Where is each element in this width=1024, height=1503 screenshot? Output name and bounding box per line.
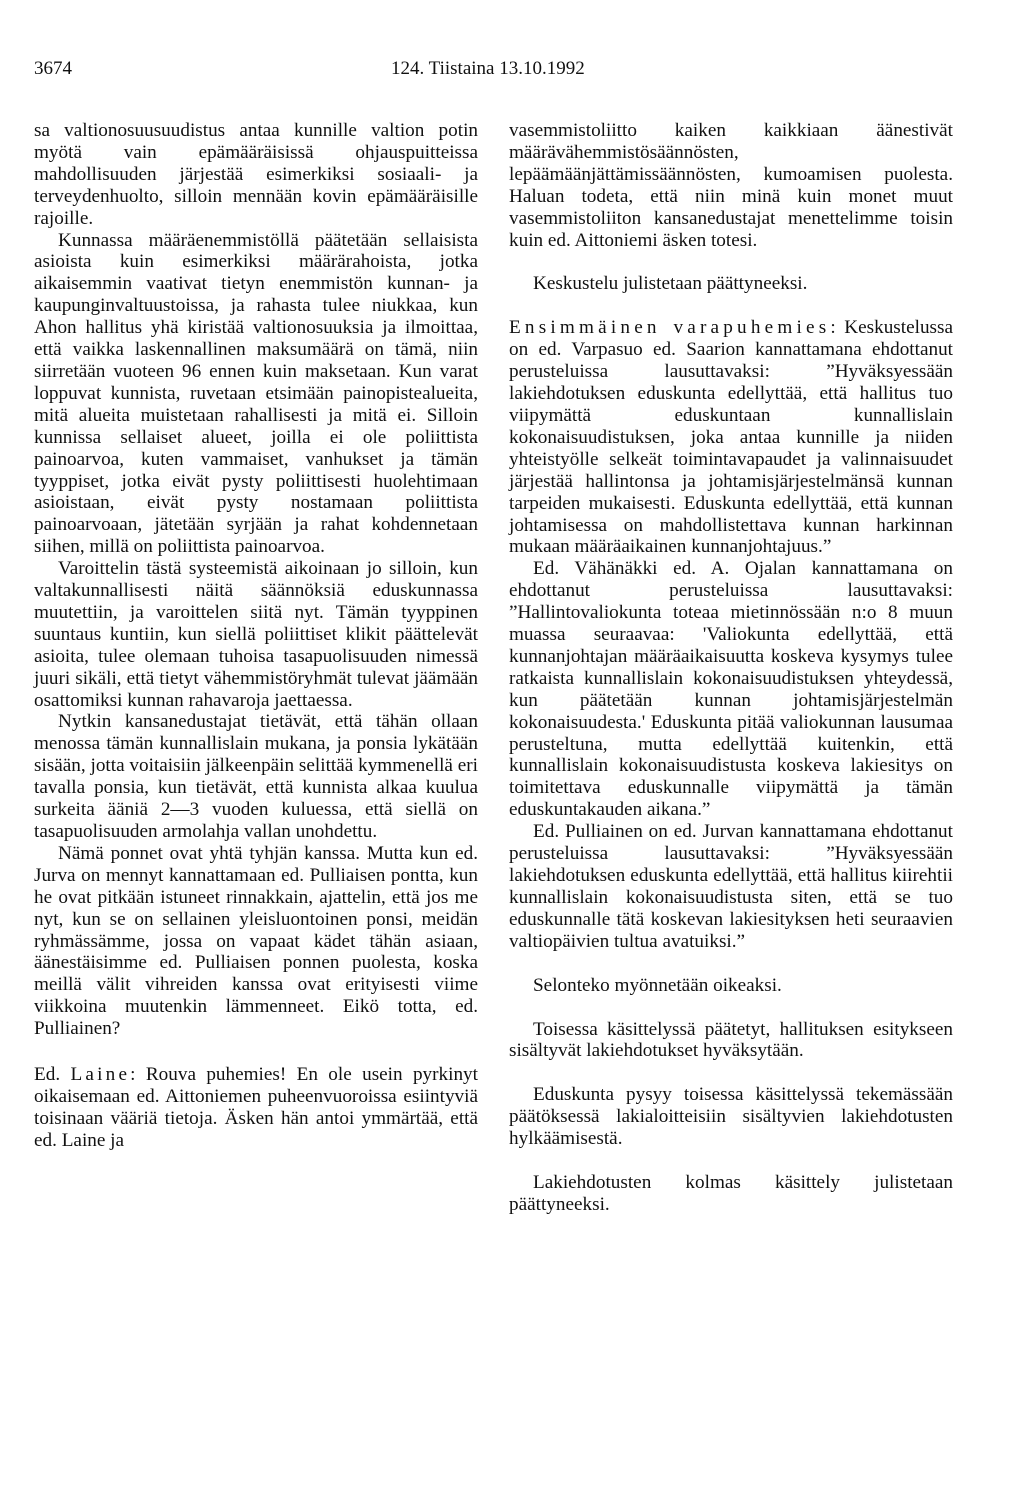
decision: Eduskunta pysyy toisessa käsittelyssä tekemässään päätöksessä lakialoitteisiin sisältyvien lakiehdotusten hylkäämisestä. xyxy=(509,1084,953,1150)
paragraph: Varoittelin tästä systeemistä aikoinaan jo silloin, kun valtakunnallisesti näitä säännöksiä eduskunnassa muutettiin, ja varoittelen siitä nyt. Tämän tyyppinen suuntaus kuntiin, kun siellä poliittiset klikit päättelevät asioita, tulee olemaan tuhoisa tasapuolisuuden nimessä juuri sikäli, että tietyt vähemmistöryhmät tulevat jäämään osattomiksi kunnan rahavaroja jaettaessa. xyxy=(34,558,478,711)
page-header xyxy=(34,58,990,88)
decision: Lakiehdotusten kolmas käsittely julistetaan päättyneeksi. xyxy=(509,1172,953,1215)
paragraph: Ed. Vähänäkki ed. A. Ojalan kannattamana on ehdottanut perusteluissa lausuttavaksi: ”Hallintovaliokunta toteaa mietinnössään n:o 8 muun muassa seuraavaa: 'Valiokunta edellyttää, että kunnanjohtajan määräaikaisuutta koskeva kysymys tulee ratkaista kunnallislain kokonaisuudistuksen yhteydessä, kun päätetään kunnan johtamisjärjestelmän kokonaisuudesta.' Eduskunta pitää valiokunnan lausumaa perusteltuna, mutta edellyttää kuitenkin, että kunnallislain kokonaisuudistusta koskeva lakiesitys on toimitettava eduskunnalle viipymättä ja tämän eduskuntakauden aikana.” xyxy=(509,558,953,821)
decision: Toisessa käsittelyssä päätetyt, hallituksen esitykseen sisältyvät lakiehdotukset hyväksytään. xyxy=(509,1018,953,1062)
announcement: Keskustelu julistetaan päättyneeksi. xyxy=(533,273,808,295)
speaker-title: Ensimmäinen varapuhemies xyxy=(509,317,831,339)
speech-text: : Rouva puhemies! En ole usein pyrkinyt oikaisemaan ed. Aittoniemen puheenvuoroissa esiintyviä toisinaan vääriä tietoja. Äsken hän antoi ymmärtää, että ed. Laine ja xyxy=(34,1064,478,1151)
paragraph: vasemmistoliitto kaiken kaikkiaan äänestivät määrävähemmistösäännösten, lepäämäänjättämissäännösten, kumoamisen puolesta. Haluan todeta, että niin minä kuin monet muut vasemmistoliiton kansanedustajat menettelimme toisin kuin ed. Aittoniemi äsken totesi. xyxy=(509,120,953,251)
page-number: 3674 xyxy=(34,58,72,79)
paragraph: Nämä ponnet ovat yhtä tyhjän kanssa. Mutta kun ed. Jurva on mennyt kannattamaan ed. Pulliaisen pontta, kun he ovat pitkään istuneet rinnakkain, ajattelin, että jos me nyt, kun se on sellainen yleisluontoinen ponsi, meidän ryhmässämme, jossa on vapaat kädet tähän asiaan, äänestäisimme ed. Pulliaisen ponnen puolesta, koska meillä välit vihreiden kanssa ovat erityisesti viime viikkoina muutenkin lämmenneet. Eikö totta, ed. Pulliainen? xyxy=(34,842,478,1040)
speech-laine xyxy=(34,1064,478,1152)
paragraph: Kunnassa määräenemmistöllä päätetään sellaisista asioista kuin esimerkiksi määrärahoista, jotka aikaisemmin vaativat tietyn enemmistön kunnan- ja kaupunginvaltuustoissa, ja rahasta tulee niukkaa, kun Ahon hallitus yhä kiristää valtionosuuksia ja ilmoittaa, että vaikka laskennallinen maksumäärä on tämä, niin siirretään vuoteen 96 ennen kuin maksetaan. Kun varat loppuvat kunnista, ruvetaan etsimään painopistealueita, mitä alueita muistetaan rahallisesti ja mitä ei. Silloin kunnissa sellaiset alueet, joilla ei ole poliittista painoarvoa, kuten vammaiset, vanhukset ja tämän tyyppiset, jotka eivät pysty poliittisesti huolehtimaan asioistaan, eivät pysty nostamaan poliittista painoarvoaan, jätetään syrjään ja rahat kohdennetaan siihen, millä on poliittista painoarvoa. xyxy=(34,229,478,558)
speech-text: Keskustelussa on ed. Varpasuo ed. Saarion kannattamana ehdottanut perusteluissa lausuttavaksi: ”Hyväksyessään lakiehdotuksen eduskunta edellyttää, että hallitus tuo viipymättä eduskuntaan kunnallislain kokonaisuudistuksen, joka antaa kunnille ja niiden yhteistyölle selkeät toimintavapaudet ja valinnaisuudet järjestää hallintonsa ja johtamisjärjestelmänsä kunnan tarpeiden mukaisesti. Eduskunta edellyttää, että kunnan johtamisessa on mahdollistettava kunnan harkinnan mukaan määräaikainen kunnanjohtajuus.” xyxy=(509,317,953,558)
left-column xyxy=(34,120,478,1152)
paragraph: sa valtionosuusuudistus antaa kunnille valtion potin myötä vain epämääräisissä ohjauspuitteissa mahdollisuuden järjestää esimerkiksi sosiaali- ja terveydenhuolto, silloin mennään kovin epämääräisille rajoille. xyxy=(34,120,478,229)
speaker-prefix: Ed. xyxy=(34,1064,71,1086)
paragraph: Ed. Pulliainen on ed. Jurvan kannattamana ehdottanut perusteluissa lausuttavaksi: ”Hyväksyessään lakiehdotuksen eduskunta edellyttää, että hallitus kiirehtii kunnallislain kokonaisuudistusta siten, että se tuo eduskunnalle tätä koskevan lakiesityksen heti seuraavien valtiopäivien tultua avatuiksi.” xyxy=(509,821,953,952)
speaker-colon: : xyxy=(830,317,836,339)
right-column xyxy=(509,120,953,1216)
session-date: 124. Tiistaina 13.10.1992 xyxy=(391,58,585,79)
speech-deputy-speaker xyxy=(509,317,953,558)
paragraph: Nytkin kansanedustajat tietävät, että tähän ollaan menossa tämän kunnallislain mukana, ja ponsia lykätään sisään, jotta voitaisiin jälkeenpäin selittää kymmenellä eri tavalla ponsia, kun tietävät, että kunnista alkaa kuulua surkeita ääniä 2—3 vuoden kuluessa, että siellä on tasapuolisuuden armolahja vallan unohdettu. xyxy=(34,711,478,842)
speaker-name: Laine xyxy=(70,1064,131,1086)
decision: Selonteko myönnetään oikeaksi. xyxy=(533,974,782,996)
